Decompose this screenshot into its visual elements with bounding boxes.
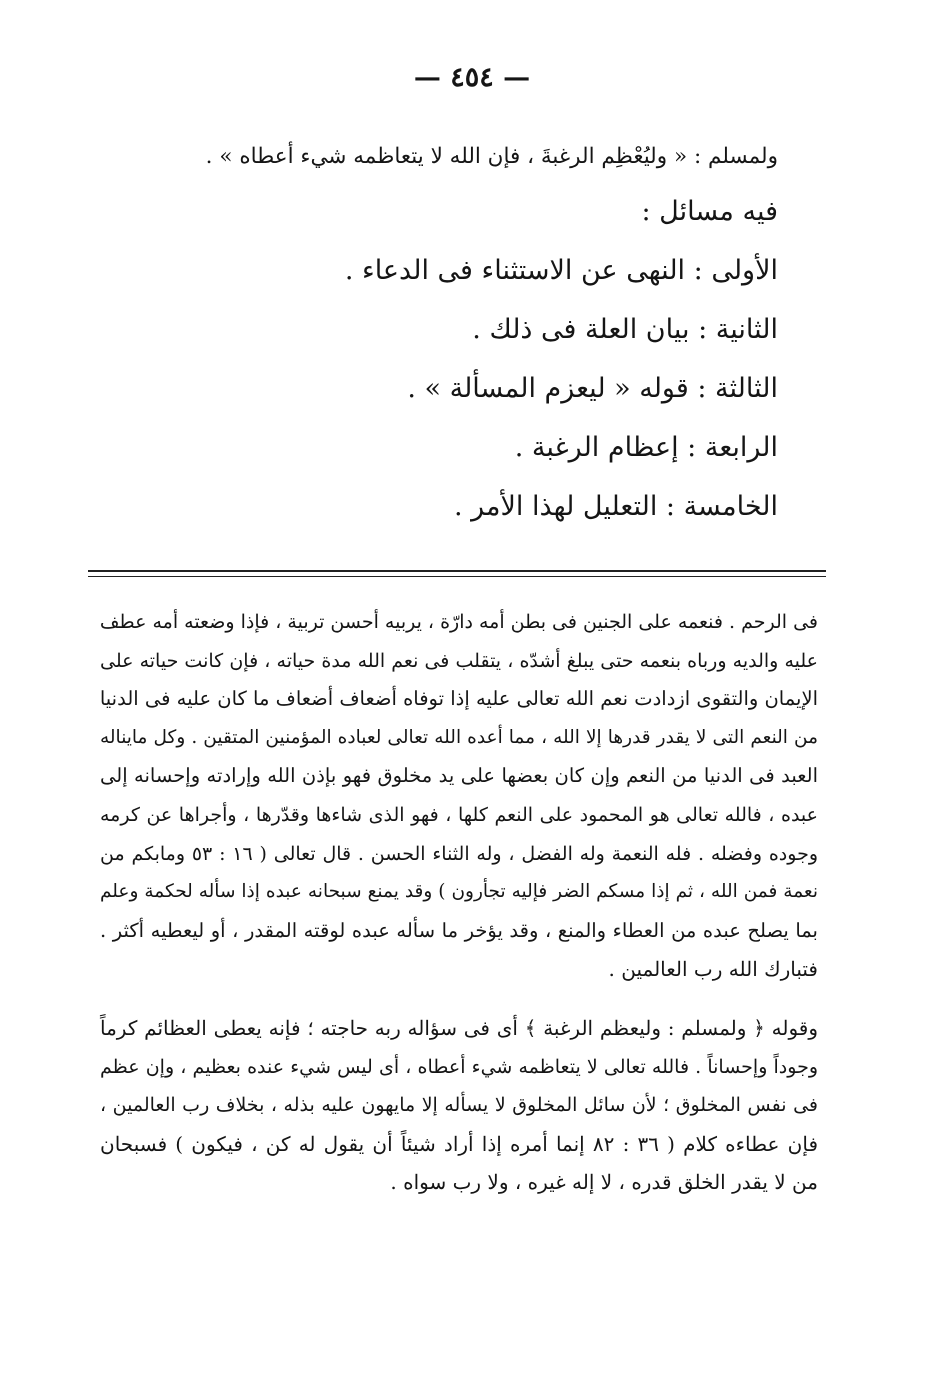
commentary-paragraph-2 xyxy=(100,1009,818,1202)
commentary-line: وقوله ﴿ ولمسلم : وليعظم الرغبة ﴾ أى فى سؤاله ربه حاجته ؛ فإنه يعطى العظائم كرماً xyxy=(100,1015,818,1040)
issues-heading: فيه مسائل : xyxy=(641,196,778,227)
commentary xyxy=(100,603,818,1202)
page-number: — ٤٥٤ — xyxy=(413,62,531,93)
commentary-paragraph-1 xyxy=(100,603,818,989)
issue-1: الأولى : النهى عن الاستثناء فى الدعاء . xyxy=(344,255,778,286)
commentary-line: من لا يقدر الخلق قدره ، لا إله غيره ، ولا رب سواه . xyxy=(390,1170,818,1195)
commentary-line: فإن عطاءه كلام ( ٣٦ : ٨٢ إنما أمره إذا أراد شيئاً أن يقول له كن ، فيكون ) فسبحان xyxy=(100,1131,819,1156)
issue-3: الثالثة : قوله « ليعزم المسألة » . xyxy=(407,373,778,404)
commentary-line: فتبارك الله رب العالمين . xyxy=(608,957,818,982)
commentary-line: عليه والديه ورباه بنعمه حتى يبلغ أشدّه ، يتقلب فى نعم الله مدة حياته ، فإن كانت حياته على xyxy=(100,649,818,672)
commentary-line: نعمة فمن الله ، ثم إذا مسكم الضر فإليه تجأرون ) وقد يمنع سبحانه عبده إذا سأله لحكمة وعلم xyxy=(100,881,818,903)
commentary-line: الإيمان والتقوى ازدادت نعم الله تعالى عليه إذا توفاه أضعاف أضعاف ما كان عليه فى الدنيا xyxy=(99,687,818,711)
issue-4: الرابعة : إعظام الرغبة . xyxy=(514,432,778,463)
footnote-divider-bottom xyxy=(88,576,826,577)
commentary-line: وجوده وفضله . فله النعمة وله الفضل ، وله الثناء الحسن . قال تعالى ( ١٦ : ٥٣ ومابكم من xyxy=(100,842,818,865)
commentary-line: العبد فى الدنيا من النعم وإن كان بعضها على يد مخلوق فهو بإذن الله وإرادته وإحسانه إلى xyxy=(100,764,818,788)
main-text xyxy=(200,132,778,536)
commentary-line: عبده ، فالله تعالى هو المحمود على النعم كلها ، فهو الذى شاءها وقدّرها ، وأجراها عن كرمه xyxy=(100,803,818,826)
footnote-divider-top xyxy=(88,570,826,572)
commentary-line: وجوداً وإحساناً . فالله تعالى لا يتعاظمه شيء أعطاه ، أى ليس شيء عنده بعظيم ، وإن عظم xyxy=(100,1055,818,1078)
commentary-line: فى نفس المخلوق ؛ لأن سائل المخلوق لا يسأله إلا مايهون عليه بذله ، بخلاف رب العالمين ، xyxy=(100,1094,818,1117)
issue-5: الخامسة : التعليل لهذا الأمر . xyxy=(453,491,778,522)
hadith-line: ولمسلم : « وليُعْظِم الرغبةَ ، فإن الله لا يتعاظمه شيء أعطاه » . xyxy=(205,144,778,169)
commentary-line: فى الرحم . فنعمه على الجنين فى بطن أمه دارّة ، يربيه أحسن تربية ، فإذا وضعته أمه عطف xyxy=(99,611,818,633)
commentary-line: بما يصلح عبده من العطاء والمنع ، وقد يؤخر ما سأله عبده لوقته المقدر ، أو ليعطيه أكثر . xyxy=(100,918,818,942)
commentary-line: من النعم التى لا يقدر قدرها إلا الله ، مما أعده الله تعالى لعباده المؤمنين المتقين . وكل مايناله xyxy=(100,726,818,748)
issue-2: الثانية : بيان العلة فى ذلك . xyxy=(472,314,778,345)
